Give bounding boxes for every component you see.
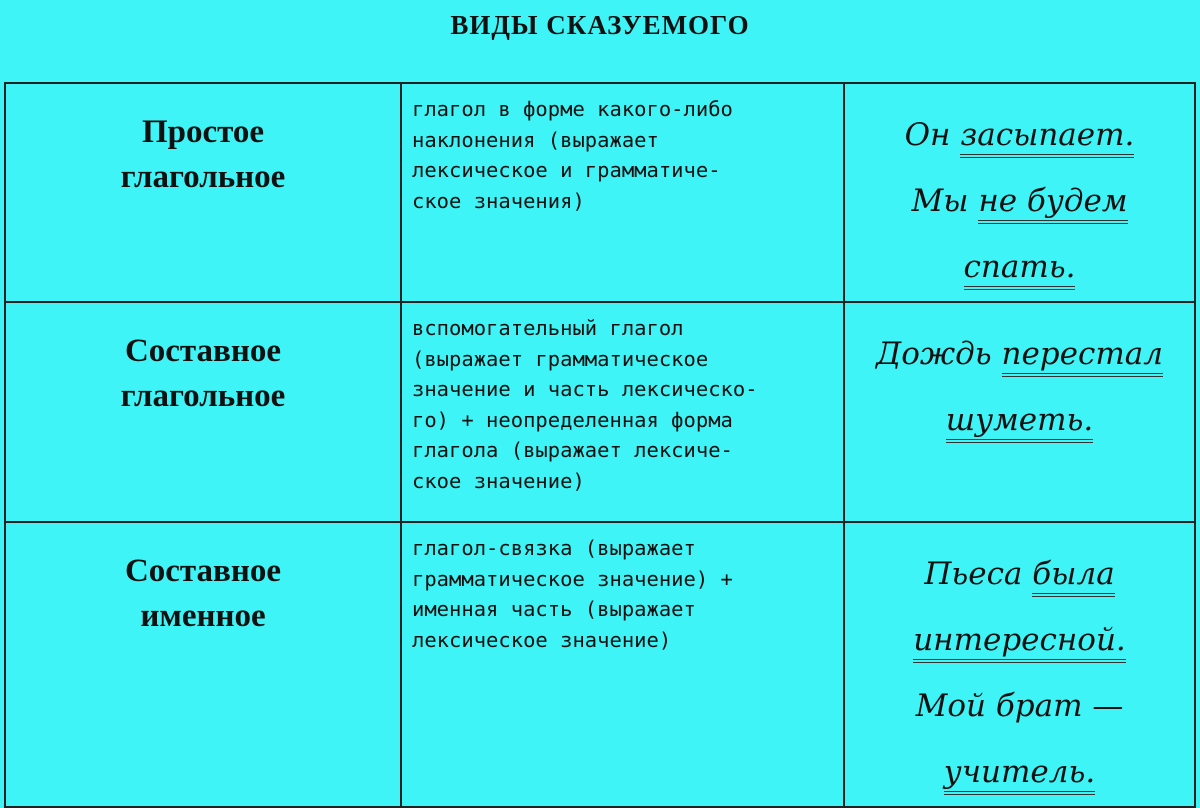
description-line: вспомогательный глагол: [412, 316, 684, 340]
predicate-underlined-text: перестал: [1002, 336, 1163, 377]
table-row: [5, 302, 1195, 522]
example-cell: [844, 83, 1195, 302]
example-line: [846, 387, 1193, 453]
table-row: [5, 83, 1195, 302]
predicate-underlined-text: шуметь.: [946, 402, 1094, 443]
description-line: глагол в форме какого-либо: [412, 97, 733, 121]
description-cell: [401, 302, 844, 522]
predicate-type-line: именное: [140, 598, 266, 634]
example-line: [846, 739, 1193, 805]
predicate-type-cell: [5, 302, 401, 522]
example-line: [846, 234, 1193, 300]
predicate-underlined-text: не будем: [978, 183, 1127, 224]
example-line: [846, 168, 1193, 234]
example-line: [846, 607, 1193, 673]
description-line: глагола (выражает лексиче-: [412, 438, 733, 462]
page-title: ВИДЫ СКАЗУЕМОГО: [450, 10, 750, 40]
predicate-type-line: Составное: [124, 333, 282, 369]
example-line: [846, 673, 1193, 739]
example-text: Он: [904, 117, 961, 153]
predicate-types-table: [4, 82, 1196, 808]
predicate-type-line: Составное: [124, 553, 282, 589]
predicate-type-cell: [5, 522, 401, 807]
example-cell: [844, 302, 1195, 522]
description-line: ское значения): [412, 188, 585, 213]
example-cell: [844, 522, 1195, 807]
description-line: именная часть (выражает: [412, 597, 696, 621]
predicate-underlined-text: спать.: [964, 249, 1076, 290]
description-line: ское значение): [412, 468, 585, 493]
description-line: наклонения (выражает: [412, 127, 659, 152]
description-line: значение и часть лексическо-: [412, 377, 758, 401]
example-line: [846, 321, 1193, 387]
description-line: лексическое и грамматиче-: [412, 158, 721, 182]
description-cell: [401, 522, 844, 807]
example-text: Мой брат —: [915, 688, 1124, 724]
example-text: Мы: [911, 183, 979, 219]
description-line: глагол-связка (выражает: [412, 536, 696, 560]
example-line: [846, 102, 1193, 168]
predicate-underlined-text: учитель.: [944, 754, 1095, 795]
predicate-underlined-text: интересной.: [913, 622, 1126, 663]
example-text: Пьеса: [924, 556, 1033, 592]
predicate-underlined-text: засыпает.: [960, 117, 1134, 158]
description-line: (выражает грамматическое: [412, 346, 709, 371]
description-line: лексическое значение): [412, 627, 672, 652]
predicate-type-cell: [5, 83, 401, 302]
description-line: грамматическое значение) +: [412, 566, 733, 591]
predicate-underlined-text: была: [1032, 556, 1114, 597]
example-line: [846, 541, 1193, 607]
predicate-type-line: Простое: [141, 114, 265, 150]
example-text: Дождь: [876, 336, 1002, 372]
predicate-type-line: глагольное: [120, 159, 286, 195]
description-cell: [401, 83, 844, 302]
table-row: [5, 522, 1195, 807]
description-line: го) + неопределенная форма: [412, 407, 733, 432]
predicate-type-line: глагольное: [120, 378, 286, 414]
